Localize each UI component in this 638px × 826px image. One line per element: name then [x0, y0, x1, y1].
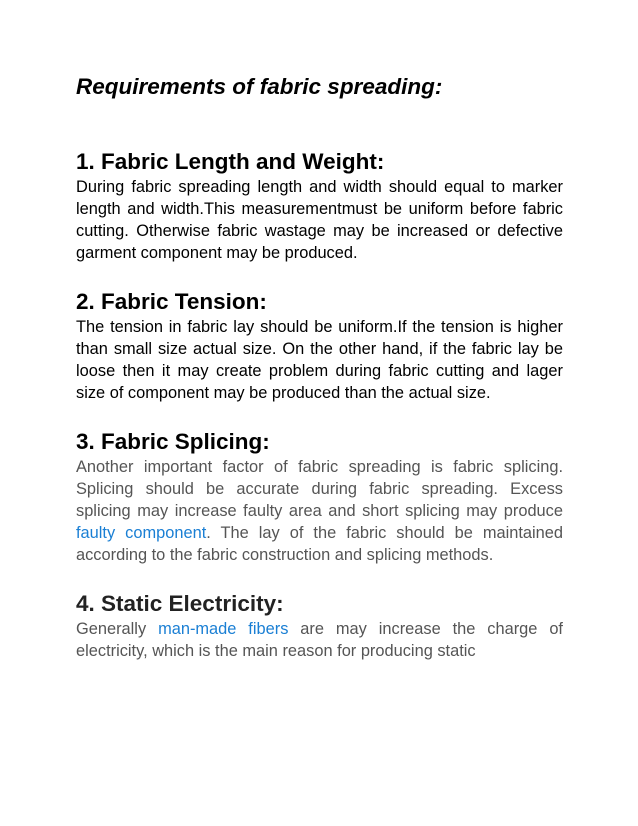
section-fabric-length-weight: [76, 148, 563, 264]
section-static-electricity: [76, 590, 563, 662]
document-page: [76, 70, 563, 662]
section-fabric-splicing: [76, 428, 563, 566]
body-text-end: . The lay of the fabric should be maintained according to the fabric construction and splicing methods.: [76, 524, 563, 564]
body-text-start: Generally: [76, 620, 159, 638]
section-body: [76, 618, 563, 662]
body-text-end: are may increase the charge of electricity, which is the main reason for producing static: [76, 620, 563, 660]
section-body: [76, 456, 563, 566]
section-body: During fabric spreading length and width should equal to marker length and width.This measurementmust be uniform before fabric cutting. Otherwise fabric wastage may be increased or defective garment component may be produced.: [76, 178, 563, 262]
section-heading: 2. Fabric Tension:: [76, 289, 267, 314]
section-heading: 4. Static Electricity:: [76, 591, 284, 616]
section-heading: 1. Fabric Length and Weight:: [76, 149, 385, 174]
page-title: Requirements of fabric spreading:: [76, 74, 443, 99]
section-heading: 3. Fabric Splicing:: [76, 429, 270, 454]
man-made-fibers-link[interactable]: man-made fibers: [158, 620, 289, 638]
faulty-component-link[interactable]: faulty component: [76, 524, 207, 542]
section-body: The tension in fabric lay should be uniform.If the tension is higher than small size actual size. On the other hand, if the fabric lay be loose then it may create problem during fabric cutting and lager size of component may be produced than the actual size.: [76, 318, 563, 402]
body-text-start: Another important factor of fabric spreading is fabric splicing. Splicing should be accurate during fabric spreading. Excess splicing may increase faulty area and short splicing may produce: [76, 458, 563, 520]
section-fabric-tension: [76, 288, 563, 404]
